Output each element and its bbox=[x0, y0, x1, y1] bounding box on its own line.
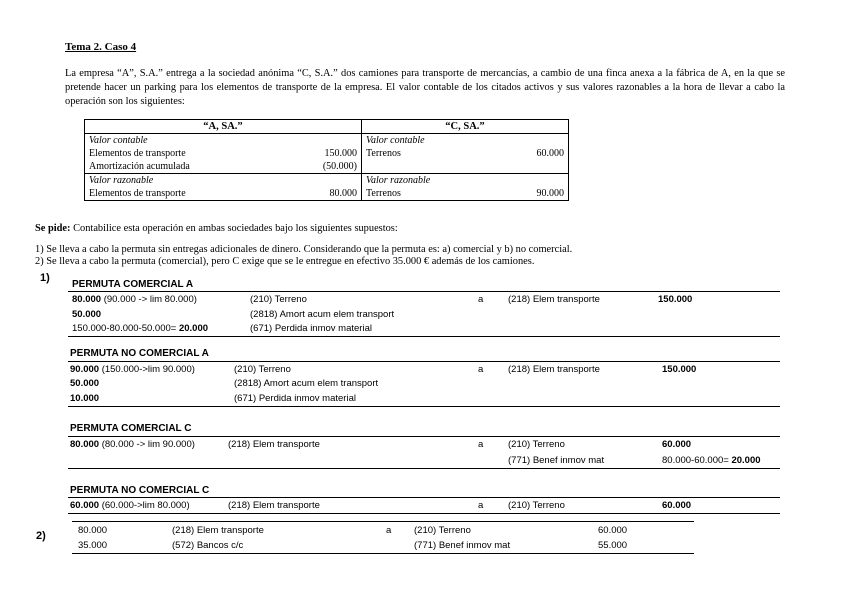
connector-a: a bbox=[478, 500, 484, 511]
page-title: Tema 2. Caso 4 bbox=[65, 41, 137, 53]
s2-r2-amount: 50.000 bbox=[70, 378, 100, 389]
s1-r1-account: (210) Terreno bbox=[250, 294, 307, 305]
s1-top-rule bbox=[68, 291, 780, 292]
s4-r1-credit-account: (210) Terreno bbox=[508, 500, 565, 511]
s2-top-rule bbox=[68, 361, 780, 362]
s1-r3-account: (671) Perdida inmov material bbox=[250, 323, 372, 334]
s4-r1-amount: 60.000 (60.000->lim 80.000) bbox=[70, 500, 190, 511]
p2-r2-credit-account: (771) Benef inmov mat bbox=[414, 540, 511, 551]
p2-r1-amount: 80.000 bbox=[78, 525, 108, 536]
c-razonable-label: Terrenos bbox=[362, 187, 511, 201]
s3-r2-credit-account: (771) Benef inmov mat bbox=[508, 455, 605, 466]
c-valor-razonable: Valor razonable bbox=[362, 174, 511, 188]
s1-r2-amount: 50.000 bbox=[72, 309, 102, 320]
connector-a: a bbox=[386, 525, 392, 536]
s2-title: PERMUTA NO COMERCIAL A bbox=[70, 348, 209, 359]
s3-top-rule bbox=[68, 436, 780, 437]
p2-r2-credit-value: 55.000 bbox=[598, 540, 628, 551]
a-row-label: Amortización acumulada bbox=[85, 160, 274, 174]
s2-r2-account: (2818) Amort acum elem transport bbox=[234, 378, 379, 389]
c-valor-contable: Valor contable bbox=[362, 134, 511, 148]
s2-r1-account: (210) Terreno bbox=[234, 364, 291, 375]
question-2: 2) Se lleva a cabo la permuta (comercial), pero C exige que se le entregue en efectivo 35.000 € además de los camiones. bbox=[35, 256, 535, 267]
se-pide: Se pide: Contabilice esta operación en ambas sociedades bajo los siguientes supuestos: bbox=[35, 223, 398, 234]
part-1-label: 1) bbox=[40, 272, 50, 284]
connector-a: a bbox=[478, 439, 484, 450]
p2-r2-account: (572) Bancos c/c bbox=[172, 540, 244, 551]
p2-top-rule bbox=[72, 521, 694, 522]
s3-r1-account: (218) Elem transporte bbox=[228, 439, 320, 450]
a-valor-razonable: Valor razonable bbox=[85, 174, 274, 188]
s4-r1-account: (218) Elem transporte bbox=[228, 500, 320, 511]
c-razonable-value: 90.000 bbox=[510, 187, 569, 201]
s2-r3-account: (671) Perdida inmov material bbox=[234, 393, 356, 404]
connector-a: a bbox=[478, 364, 484, 375]
s3-bottom-rule bbox=[68, 468, 780, 469]
s3-r1-credit-account: (210) Terreno bbox=[508, 439, 565, 450]
s3-r1-credit-value: 60.000 bbox=[662, 439, 692, 450]
intro-paragraph: La empresa “A”, S.A.” entrega a la sociedad anónima “C, S.A.” dos camiones para transporte de mercancías, a cambio de una finca anexa a la fábrica de A, en la que se pretende hacer un parking para los elementos de transporte de la empresa. El valor contable de los citados activos y sus valores razonables a la hora de llevar a cabo la operación son los siguientes: bbox=[65, 68, 785, 108]
p2-r1-credit-value: 60.000 bbox=[598, 525, 628, 536]
p2-r1-credit-account: (210) Terreno bbox=[414, 525, 471, 536]
s1-r1-credit-account: (218) Elem transporte bbox=[508, 294, 600, 305]
s3-r2-credit-value: 80.000-60.000= 20.000 bbox=[662, 455, 761, 466]
s3-r1-amount: 80.000 (80.000 -> lim 90.000) bbox=[70, 439, 195, 450]
question-1: 1) Se lleva a cabo la permuta sin entregas adicionales de dinero. Considerando que la permuta es: a) comercial y b) no comercial. bbox=[35, 244, 573, 255]
values-table bbox=[84, 119, 569, 201]
a-row-value: (50.000) bbox=[273, 160, 362, 174]
a-row-label: Elementos de transporte bbox=[85, 147, 274, 160]
c-row-value: 60.000 bbox=[510, 147, 569, 160]
s2-bottom-rule bbox=[68, 406, 780, 407]
s2-r3-amount: 10.000 bbox=[70, 393, 100, 404]
c-row-label: Terrenos bbox=[362, 147, 511, 160]
a-row-value: 150.000 bbox=[324, 148, 357, 159]
a-razonable-label: Elementos de transporte bbox=[85, 187, 274, 201]
s2-r1-amount: 90.000 (150.000->lim 90.000) bbox=[70, 364, 195, 375]
s2-r1-credit-account: (218) Elem transporte bbox=[508, 364, 600, 375]
s2-r1-credit-value: 150.000 bbox=[662, 364, 697, 375]
s1-title: PERMUTA COMERCIAL A bbox=[72, 279, 194, 290]
a-header: “A, SA.” bbox=[85, 120, 362, 134]
s3-title: PERMUTA COMERCIAL C bbox=[70, 423, 192, 434]
p2-r2-amount: 35.000 bbox=[78, 540, 108, 551]
c-header: “C, SA.” bbox=[362, 120, 569, 134]
s1-r1-amount: 80.000 (90.000 -> lim 80.000) bbox=[72, 294, 197, 305]
s4-r1-credit-value: 60.000 bbox=[662, 500, 692, 511]
s1-r2-account: (2818) Amort acum elem transport bbox=[250, 309, 395, 320]
a-valor-contable: Valor contable bbox=[85, 134, 274, 148]
p2-r1-account: (218) Elem transporte bbox=[172, 525, 264, 536]
a-razonable-value: 80.000 bbox=[273, 187, 362, 201]
s4-bottom-rule bbox=[68, 513, 780, 514]
s4-top-rule bbox=[68, 497, 780, 498]
s1-r1-credit-value: 150.000 bbox=[658, 294, 693, 305]
connector-a: a bbox=[478, 294, 484, 305]
s4-title: PERMUTA NO COMERCIAL C bbox=[70, 485, 210, 496]
s1-bottom-rule bbox=[68, 336, 780, 337]
s1-r3-amount: 150.000-80.000-50.000= 20.000 bbox=[72, 323, 209, 334]
p2-bottom-rule bbox=[72, 553, 694, 554]
part-2-label: 2) bbox=[36, 530, 46, 542]
